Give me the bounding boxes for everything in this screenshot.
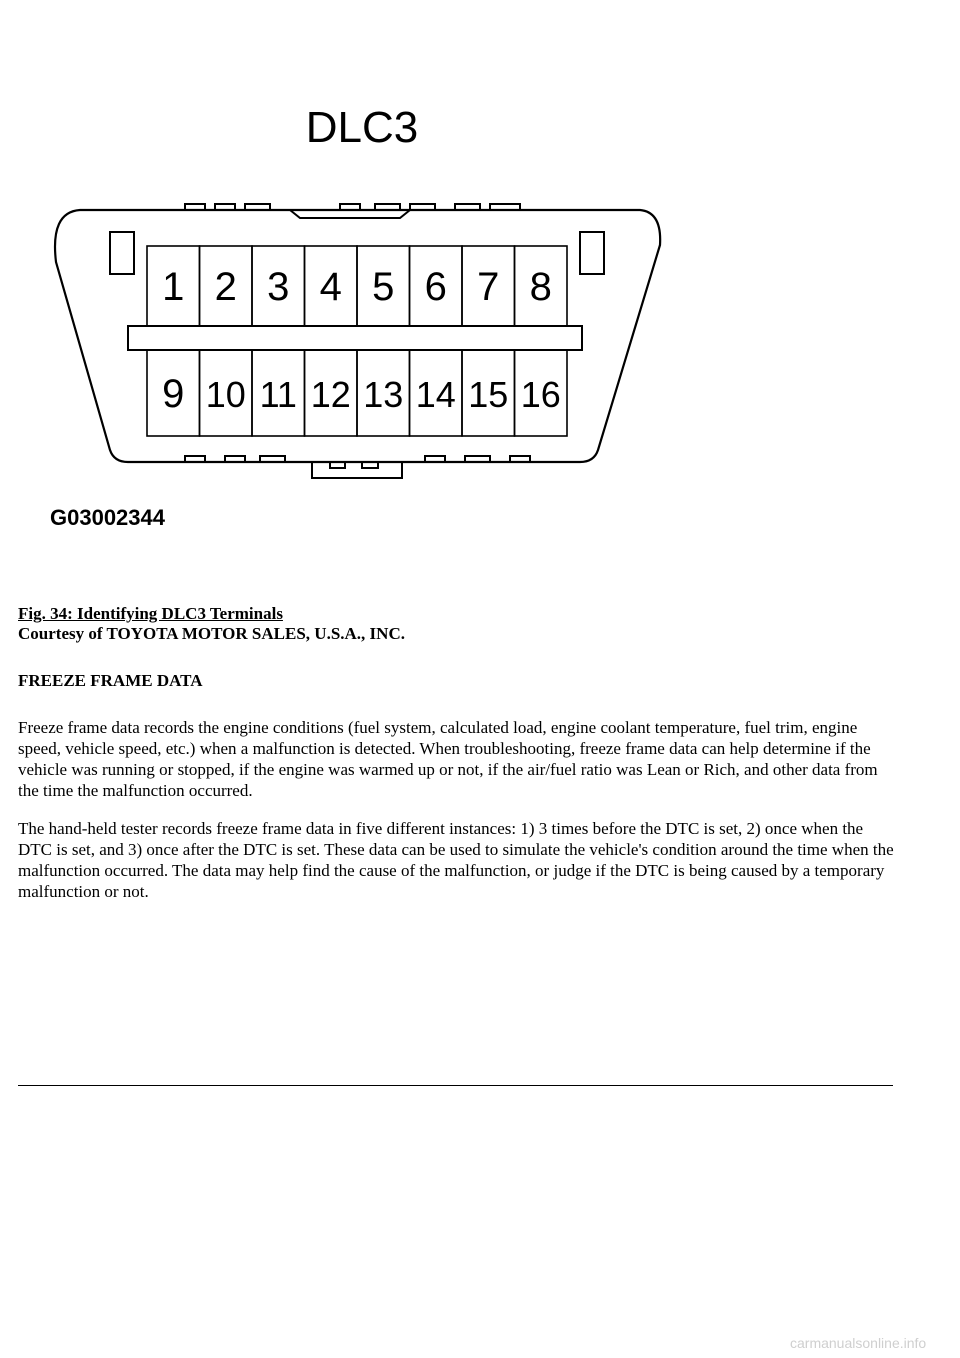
pin-number: 13 (363, 374, 404, 415)
pin-number: 7 (477, 265, 500, 309)
figure-caption-title: Fig. 34: Identifying DLC3 Terminals (18, 604, 283, 623)
pin-number: 4 (319, 265, 342, 309)
pin-number: 11 (259, 374, 297, 415)
pin-number: 12 (310, 374, 351, 415)
connector-bottom-key (312, 462, 402, 478)
figure-code: G03002344 (50, 505, 165, 530)
figure-caption-credit: Courtesy of TOYOTA MOTOR SALES, U.S.A., INC. (18, 624, 405, 643)
watermark: carmanualsonline.info (790, 1335, 927, 1351)
pin-number: 1 (162, 265, 185, 309)
pin-row-top (147, 246, 567, 326)
section-heading: FREEZE FRAME DATA (18, 671, 203, 690)
center-divider (128, 326, 582, 350)
horizontal-rule (18, 1085, 893, 1086)
dlc3-diagram (0, 0, 960, 560)
pin-row-bottom (147, 350, 567, 436)
pin-number: 2 (214, 265, 237, 309)
figure-title: DLC3 (305, 103, 419, 152)
pin-number: 3 (267, 265, 290, 309)
pin-number: 14 (415, 374, 456, 415)
pin-number: 16 (520, 374, 561, 415)
pin-number: 9 (162, 372, 185, 416)
pin-number: 6 (424, 265, 447, 309)
pin-number: 8 (529, 265, 552, 309)
paragraph-2: The hand-held tester records freeze frame data in five different instances: 1) 3 times before the DTC is set, 2) once when the DTC is set, and 3) once after the DTC is set. These data can be used to simulate the vehicle's condition around the time when the malfunction occurred. The data may help find the cause of the malfunction, or judge if the DTC is being caused by a temporary malfunction or not. (18, 819, 894, 901)
pin-number: 5 (372, 265, 395, 309)
connector-top-key (290, 210, 410, 218)
pin-number: 10 (205, 374, 246, 415)
pin-number: 15 (468, 374, 509, 415)
right-latch (580, 232, 604, 274)
paragraph-1: Freeze frame data records the engine conditions (fuel system, calculated load, engine coolant temperature, fuel trim, engine speed, vehicle speed, etc.) when a malfunction is detected. When troubleshooting, freeze frame data can help determine if the vehicle was running or stopped, if the engine was warmed up or not, if the air/fuel ratio was Lean or Rich, and other data from the time the malfunction occurred. (18, 718, 878, 800)
dlc3-connector-figure (0, 0, 960, 560)
left-latch (110, 232, 134, 274)
